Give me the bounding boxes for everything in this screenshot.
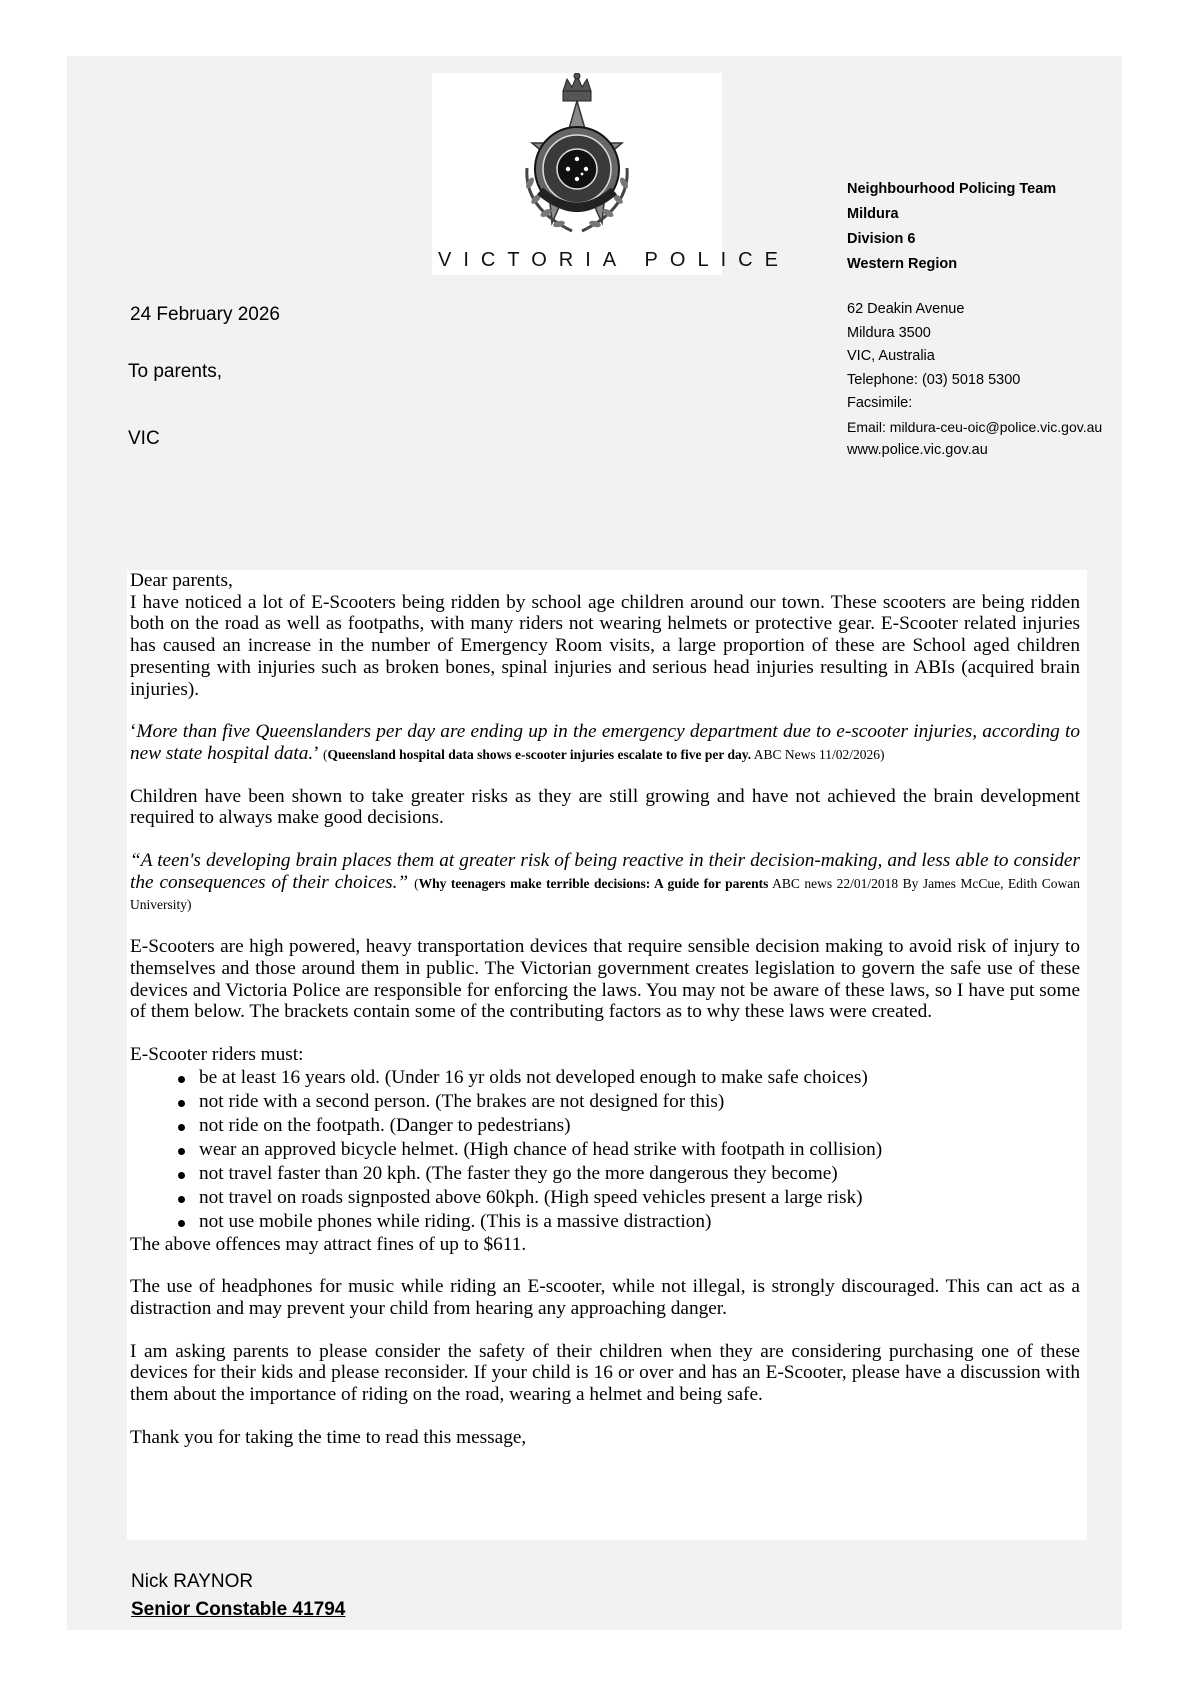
office-team: Neighbourhood Policing Team <box>847 181 1057 197</box>
police-badge-icon <box>432 73 722 243</box>
paragraph-laws: E-Scooters are high powered, heavy transportation devices that require sensible decision making to avoid risk of injury to themselves and those around them in public. The Victorian government creates legislation to govern the safe use of these devices and Victoria Police are responsible for enforcing the laws. You may not be aware of these laws, so I have put some of them below. The brackets contain some of the contributing factors as to why these laws were created. <box>130 936 1080 1023</box>
recipient: To parents, <box>128 361 222 382</box>
logo-wordmark: VICTORIA POLICE <box>438 249 790 271</box>
list-item: not use mobile phones while riding. (This is a massive distraction) <box>177 1210 1080 1234</box>
letter-date: 24 February 2026 <box>130 304 280 325</box>
address-line-1: 62 Deakin Avenue <box>847 301 965 317</box>
rules-intro: E-Scooter riders must: <box>130 1043 304 1065</box>
email-address[interactable]: Email: mildura-ceu-oic@police.vic.gov.au <box>847 418 1103 435</box>
paragraph-intro: I have noticed a lot of E-Scooters being ridden by school age children around our town. These scooters are being ridden both on the road as well as footpaths, with many riders not wearing helmets or protective gear. E-Scooter related injuries has caused an increase in the number of Emergency Room visits, a large proportion of these are School aged children presenting with injuries such as broken bones, spinal injuries and serious head injuries resulting in ABIs (acquired brain injuries). <box>130 591 1080 700</box>
closing-line: Thank you for taking the time to read this message, <box>130 1426 527 1448</box>
list-item: not ride on the footpath. (Danger to pedestrians) <box>177 1114 1080 1138</box>
paragraph-children: Children have been shown to take greater risks as they are still growing and have not achieved the brain development required to always make good decisions. <box>130 785 1080 829</box>
paragraph-request: I am asking parents to please consider the safety of their children when they are considering purchasing one of these devices for their kids and please reconsider. If your child is 16 or over and has an E-Scooter, please have a discussion with them about the importance of riding on the road, wearing a helmet and being safe. <box>130 1340 1080 1406</box>
list-item: not travel on roads signposted above 60kph. (High speed vehicles present a large risk) <box>177 1186 1080 1210</box>
website-link[interactable]: www.police.vic.gov.au <box>847 442 988 458</box>
telephone: Telephone: (03) 5018 5300 <box>847 371 1021 388</box>
contact-block <box>847 298 1102 463</box>
office-station: Mildura <box>847 206 899 222</box>
quote-2: “A teen's developing brain places them at greater risk of being reactive in their decision-making, and less able to consider the consequences of their choices.” (Why teenagers make terrible decisions: A guide for parents ABC news 22/01/2018 By James McCue, Edith Cowan University) <box>130 850 1080 913</box>
quote-1: ‘More than five Queenslanders per day are ending up in the emergency department due to e-scooter injuries, according to new state hospital data.’ (Queensland hospital data shows e-scooter injuries escalate to five per day. ABC News 11/02/2026) <box>130 721 1080 764</box>
office-block <box>847 177 1056 277</box>
list-item: wear an approved bicycle helmet. (High chance of head strike with footpath in collision) <box>177 1138 1080 1162</box>
fines-note: The above offences may attract fines of up to $611. <box>130 1233 527 1255</box>
list-item: be at least 16 years old. (Under 16 yr olds not developed enough to make safe choices) <box>177 1066 1080 1090</box>
source-2-detail: ABC news 22/01/2018 By James McCue, Edith Cowan University) <box>130 875 1080 913</box>
address-line-3: VIC, Australia <box>847 348 935 364</box>
paragraph-headphones: The use of headphones for music while riding an E-scooter, while not illegal, is strongly discouraged. This can act as a distraction and may prevent your child from hearing any approaching danger. <box>130 1276 1080 1320</box>
rules-list <box>130 1066 1080 1234</box>
source-1-detail: ABC News 11/02/2026) <box>753 746 885 762</box>
address-line-2: Mildura 3500 <box>847 324 931 341</box>
victoria-police-logo <box>432 73 790 275</box>
signatory-rank: Senior Constable 41794 <box>131 1599 346 1620</box>
list-item: not ride with a second person. (The brakes are not designed for this) <box>177 1090 1080 1114</box>
office-region: Western Region <box>847 256 958 272</box>
signatory-name: Nick RAYNOR <box>131 1571 254 1592</box>
facsimile: Facsimile: <box>847 395 913 411</box>
source-2-title: Why teenagers make terrible decisions: A guide for parents <box>418 875 769 891</box>
office-division: Division 6 <box>847 231 916 247</box>
recipient-state: VIC <box>128 428 160 449</box>
salutation: Dear parents, <box>130 570 233 591</box>
list-item: not travel faster than 20 kph. (The faster they go the more dangerous they become) <box>177 1162 1080 1186</box>
letter-body <box>127 570 1087 1540</box>
source-1-title: Queensland hospital data shows e-scooter injuries escalate to five per day. <box>327 746 752 762</box>
